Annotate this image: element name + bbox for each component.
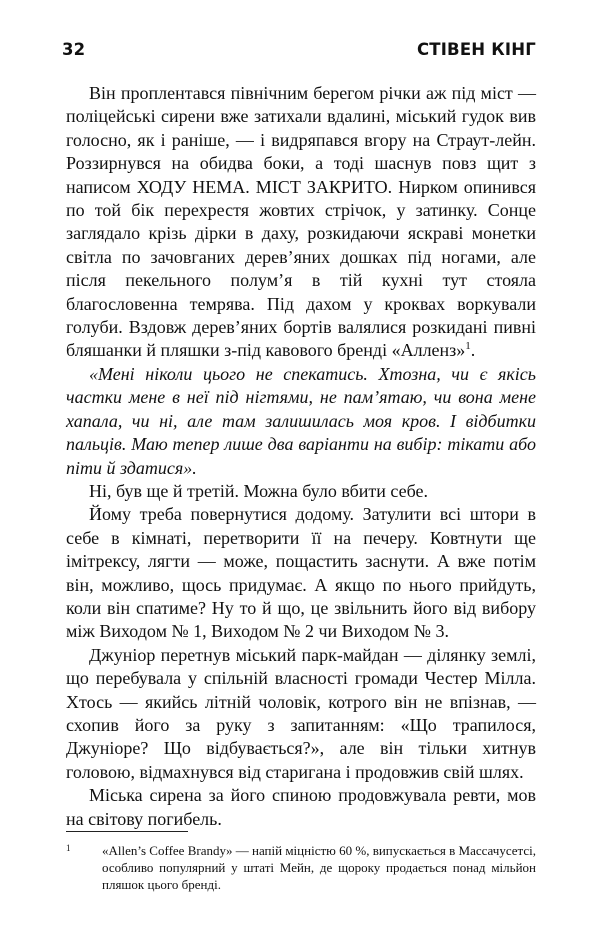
running-title: СТІВЕН КІНГ — [416, 40, 536, 59]
paragraph-6: Міська сирена за його спиною продовжувала ревти, мов на світову погибель. — [66, 785, 536, 829]
paragraph-4: Йому треба повернутися додому. Затулити всі штори в себе в кімнаті, перетворити її на печеру. Ковтнути ще імітрексу, лягти — може, пощастить заснути. А вже потім він, можливо, щось придумає. А якщо по нього прийдуть, коли він спатиме? Ну то й що, це звільнить його від вибору між Виходом № 1, Виходом № 2 чи Виходом № 3. — [66, 504, 536, 642]
footnote-text: «Allen’s Coffee Brandy» — напій міцністю 60 %, випускається в Массачусетсі, особливо популярний у штаті Мейн, де щороку продається понад мільйон пляшок цього бренді. — [102, 843, 536, 892]
paragraph-2-inner-monologue: «Мені ніколи цього не спекатись. Хтозна, чи є якісь частки мене в неї під нігтями, не пам’ятаю, чи вона мене хапала, чи ні, але там залишилась моя кров. І відбитки пальців. Маю тепер лише два варіанти на вибір: тікати або піти й здатися». — [66, 363, 536, 478]
footnote-marker: 1 — [66, 843, 71, 853]
page-number: 32 — [62, 40, 86, 59]
footnote — [66, 842, 536, 893]
paragraph-1-text: Він проплентався північним берегом річки аж під міст — поліцейські сирени вже затихали вдалині, міський гудок вив голосно, як і раніше, — і видряпався вгору на Страут-лейн. Роззирнувся на обидва боки, а тоді шаснув повз щит з написом ХОДУ НЕМА. МІСТ ЗАКРИТО. Нирком опинився по той бік перехрестя жовтих стрічок, у затинку. Сонце заглядало крізь дірки в даху, розкидаючи яскраві монетки світла по зачовганих дерев’яних дошках під ногами, але після пекельного полум’я в тій кухні тут стояла благословенна темрява. Під дахом у кроквах воркували голуби. Вздовж дерев’яних бортів валялися розкидані пивні бляшанки й пляшки з-під кавового бренді «Алленз» — [66, 83, 536, 361]
footnote-reference[interactable]: 1 — [465, 340, 471, 353]
running-header — [62, 40, 536, 68]
footnote-divider — [66, 831, 188, 832]
paragraph-3: Ні, був ще й третій. Можна було вбити себе. — [89, 480, 429, 501]
main-text — [66, 82, 536, 831]
paragraph-1 — [66, 82, 536, 363]
paragraph-1-end: . — [470, 340, 476, 361]
paragraph-5: Джуніор перетнув міський парк-майдан — ділянку землі, що перебувала у спільній власності громади Честер Мілла. Хтось — якийсь літній чоловік, котрого він не впізнав, — схопив його за руку з запитанням: «Що трапилося, Джуніоре? Що відбувається?», але він тільки хитнув головою, відмахнувся від старигана і продовжив свій шлях. — [66, 644, 536, 782]
